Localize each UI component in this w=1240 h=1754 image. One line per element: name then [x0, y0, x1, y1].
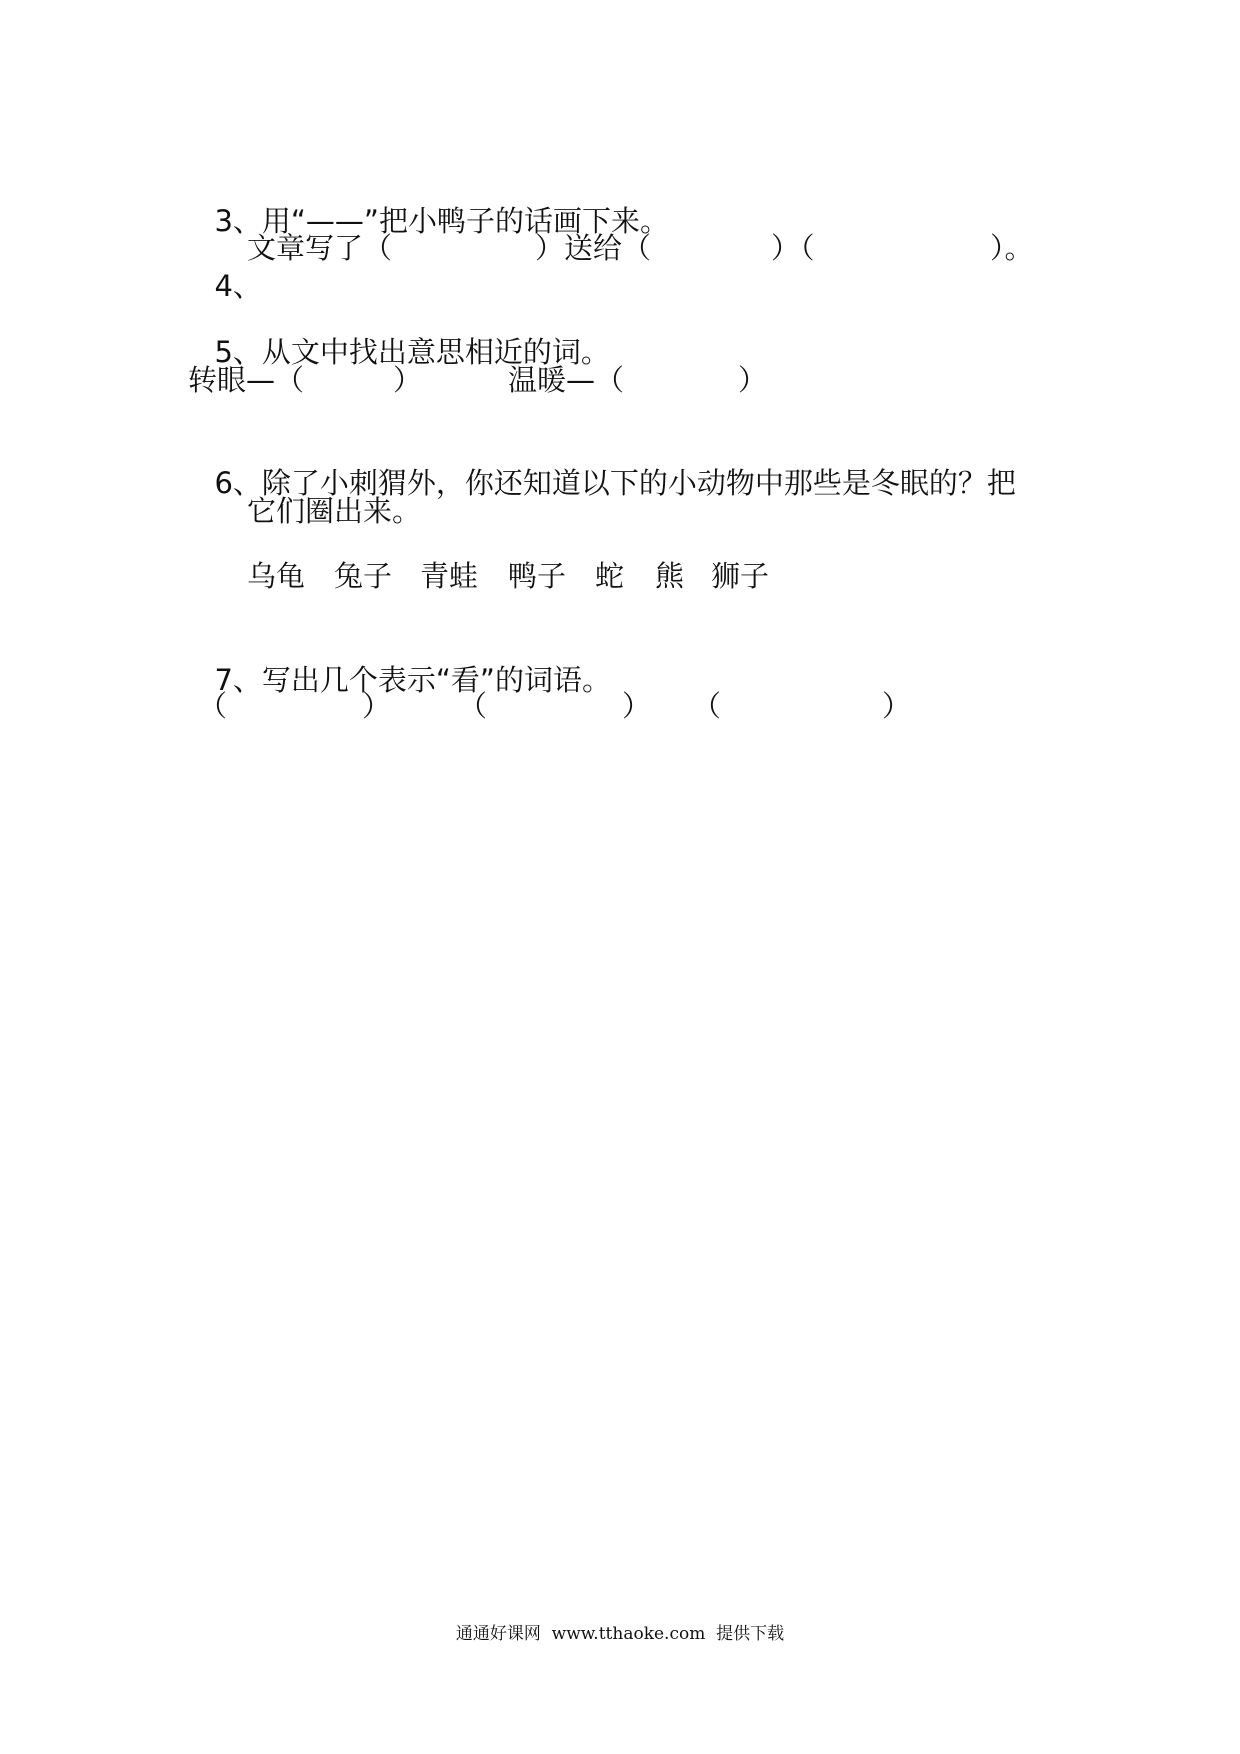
question-5 [196, 295, 610, 371]
answer-blank-3-open: （ [692, 689, 722, 723]
answer-blank-3-close: ） [882, 689, 912, 723]
question-number: 6、 [214, 466, 262, 500]
question-4-part-3: ）（ [771, 231, 815, 265]
question-4-part-1: 文章写了（ [247, 231, 393, 265]
question-text: 从文中找出意思相近的词。 [261, 335, 610, 369]
answer-blank-1-close: ） [362, 689, 392, 723]
question-7 [196, 623, 611, 699]
question-text: 写出几个表示“看”的词语。 [261, 663, 611, 697]
question-4-part-4: ）。 [990, 231, 1034, 265]
animal-item: 熊 [655, 559, 685, 593]
question-4-part-2: ）送给（ [535, 231, 652, 265]
question-text-line-1: 除了小刺猬外，你还知道以下的小动物中那些是冬眠的？把 [261, 466, 1016, 500]
question-number: 5、 [214, 335, 262, 369]
question-text: 用“——”把小鸭子的话画下来。 [261, 204, 669, 238]
answer-blank-1-open: （ [198, 689, 228, 723]
animal-item: 兔子 [334, 559, 393, 593]
question-number: 7、 [214, 663, 262, 697]
answer-blank-2-open: （ [458, 689, 488, 723]
question-number: 3、 [214, 204, 262, 238]
synonym-pair-2-close: ） [738, 363, 768, 397]
synonym-pair-2-open: 温暖—（ [508, 363, 625, 397]
question-6-line-2: 它们圈出来。 [247, 494, 422, 528]
page-footer: 通通好课网 www.tthaoke.com 提供下载 [455, 1624, 785, 1644]
animal-item: 鸭子 [508, 559, 567, 593]
animal-item: 蛇 [595, 559, 625, 593]
animal-item: 乌龟 [247, 559, 306, 593]
synonym-pair-1-open: 转眼—（ [188, 363, 305, 397]
animal-item: 青蛙 [420, 559, 479, 593]
animal-item: 狮子 [711, 559, 770, 593]
synonym-pair-1-close: ） [393, 363, 423, 397]
question-6 [196, 426, 1016, 502]
question-number: 4、 [214, 269, 262, 303]
answer-blank-2-close: ） [622, 689, 652, 723]
